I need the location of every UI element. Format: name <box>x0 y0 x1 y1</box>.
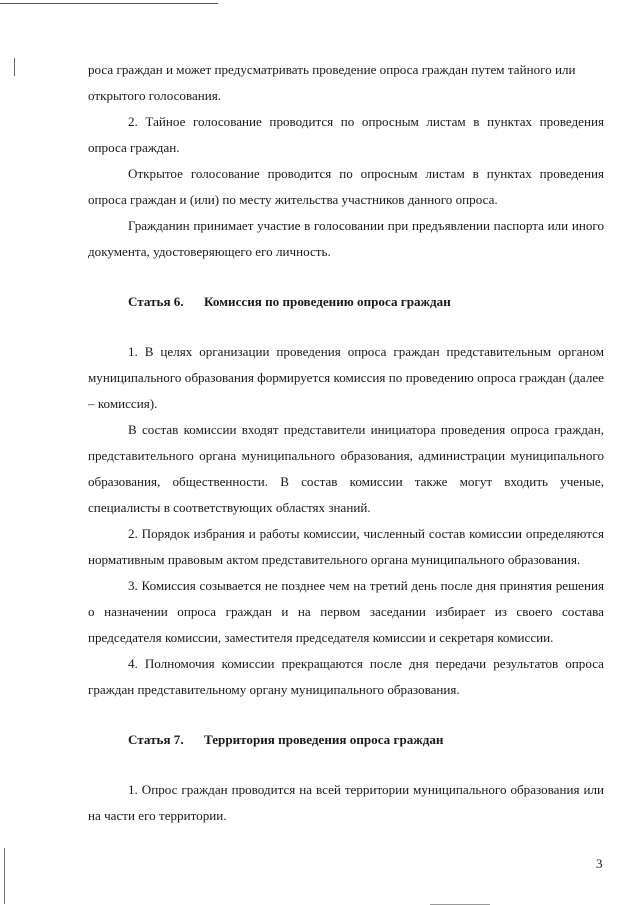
section-gap <box>88 753 604 777</box>
article-6-paragraph-1: 1. В целях организации проведения опроса граждан представительным органом муниципального образования формируется комиссия по проведению опроса граждан (далее – комиссия). <box>88 344 604 411</box>
article-6-number: Статья 6. <box>128 294 184 309</box>
article-7-number: Статья 7. <box>128 732 184 747</box>
page-number: 3 <box>596 856 603 871</box>
section-gap <box>88 315 604 339</box>
article-6-title: Комиссия по проведению опроса граждан <box>204 294 451 309</box>
article-7-title: Территория проведения опроса граждан <box>204 732 444 747</box>
scan-margin-mark-top <box>14 58 15 76</box>
article-6-paragraph-5: 4. Полномочия комиссии прекращаются после дня передачи результатов опроса граждан представительному органу муниципального образования. <box>88 656 604 697</box>
paragraph-continuation: роса граждан и может предусматривать проведение опроса граждан путем тайного или открытого голосования. <box>88 62 576 103</box>
article-7-paragraph-1: 1. Опрос граждан проводится на всей территории муниципального образования или на части его территории. <box>88 782 604 823</box>
article-6-paragraph-3: 2. Порядок избрания и работы комиссии, численный состав комиссии определяются нормативным правовым актом представительного органа муниципального образования. <box>88 526 604 567</box>
article-6-paragraph-2: В состав комиссии входят представители инициатора проведения опроса граждан, представительного органа муниципального образования, администрации муниципального образования, общественности. В состав комиссии также могут входить ученые, специалисты в соответствующих областях знаний. <box>88 422 604 515</box>
paragraph-open-vote: Открытое голосование проводится по опросным листам в пунктах проведения опроса граждан и (или) по месту жительства участников данного опроса. <box>88 166 604 207</box>
scan-margin-mark-bottom <box>4 848 5 904</box>
paragraph-secret-vote: 2. Тайное голосование проводится по опросным листам в пунктах проведения опроса граждан. <box>88 114 604 155</box>
top-edge-rule <box>0 3 218 4</box>
document-body <box>88 57 604 829</box>
article-6-paragraph-4: 3. Комиссия созывается не позднее чем на третий день после дня принятия решения о назначении опроса граждан и на первом заседании избирает из своего состава председателя комиссии, заместителя председателя комиссии и секретаря комиссии. <box>88 578 604 645</box>
article-6-heading <box>88 289 604 315</box>
section-gap <box>88 265 604 289</box>
article-7-heading <box>88 727 604 753</box>
paragraph-voter-identity: Гражданин принимает участие в голосовании при предъявлении паспорта или иного документа, удостоверяющего его личность. <box>88 218 604 259</box>
section-gap <box>88 703 604 727</box>
